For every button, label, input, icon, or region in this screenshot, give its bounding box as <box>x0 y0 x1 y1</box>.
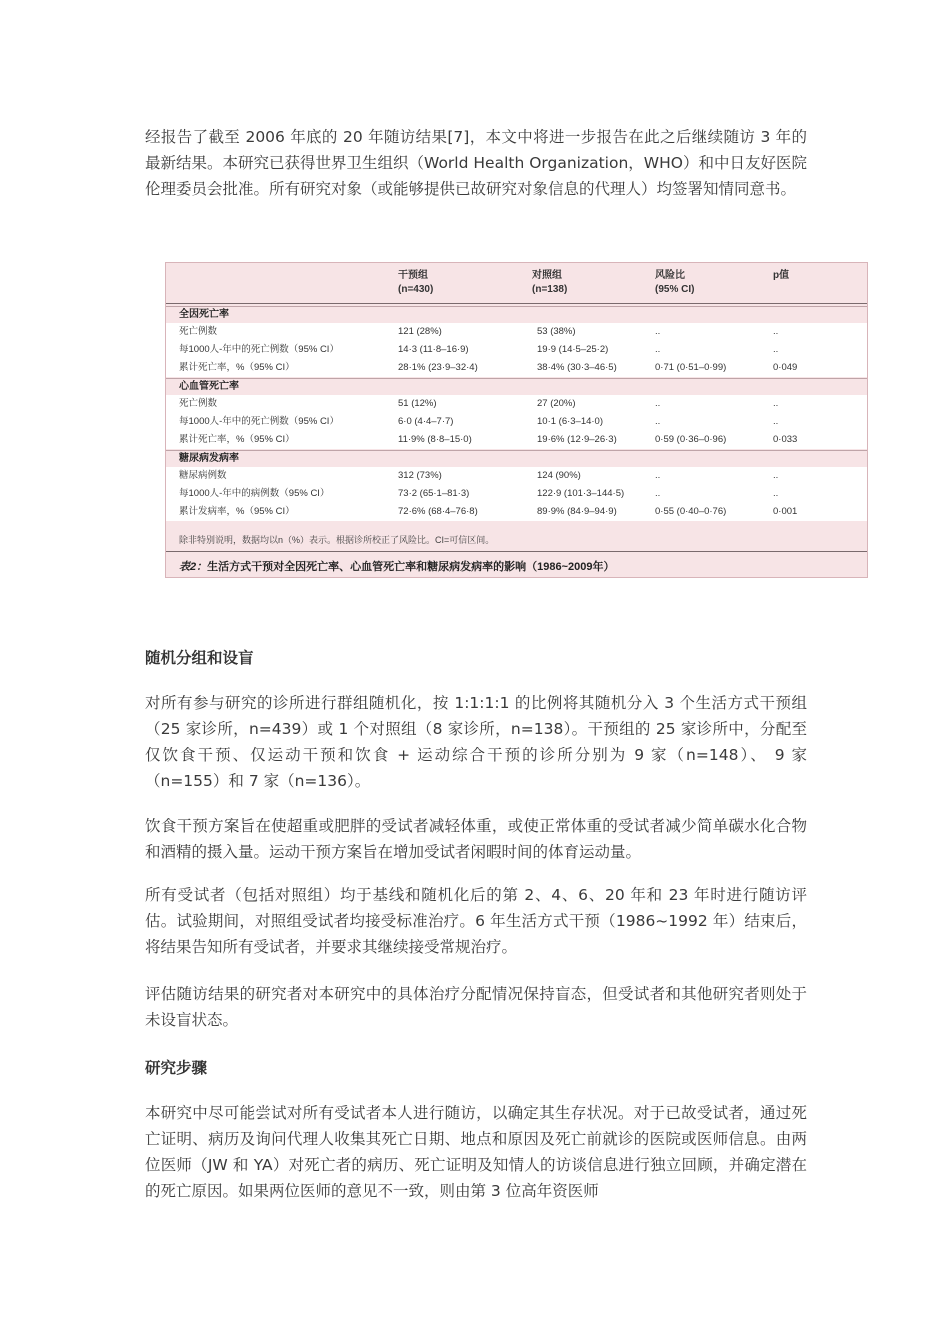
paragraph-blinding: 评估随访结果的研究者对本研究中的具体治疗分配情况保持盲态，但受试者和其他研究者则处于未设盲状态。 <box>145 985 807 1029</box>
cell-intervention: 11·9% (8·8–15·0) <box>398 434 472 445</box>
header-intervention-n: (n=430) <box>398 284 434 295</box>
section-title: 心血管死亡率 <box>179 381 239 392</box>
section-cardiovascular-mortality <box>166 378 867 395</box>
section-title-procedures: 研究步骤 <box>145 1059 208 1077</box>
cell-p-value: .. <box>773 470 779 481</box>
header-control-n: (n=138) <box>532 284 568 295</box>
table-row <box>166 431 867 449</box>
header-hazard-ratio-ci: (95% CI) <box>655 284 695 295</box>
cell-intervention: 51 (12%) <box>398 398 437 409</box>
header-hazard-ratio: 风险比 <box>655 270 685 281</box>
cell-hazard-ratio: .. <box>655 326 661 337</box>
table-row <box>166 341 867 359</box>
table-row <box>166 395 867 413</box>
table-row <box>166 323 867 341</box>
intro-paragraph: 经报告了截至 2006 年底的 20 年随访结果[7]，本文中将进一步报告在此之后继续随访 3 年的最新结果。本研究已获得世界卫生组织（World Health Organization，WHO）和中日友好医院伦理委员会批准。所有研究对象（或能够提供已故研究对象信息的代理人）均签署知情同意书。 <box>145 128 807 198</box>
cell-control: 124 (90%) <box>537 470 581 481</box>
cell-p-value: .. <box>773 398 779 409</box>
paragraph-procedures: 本研究中尽可能尝试对所有受试者本人进行随访，以确定其生存状况。对于已故受试者，通过死亡证明、病历及询问代理人收集其死亡日期、地点和原因及死亡前就诊的医院或医师信息。由两位医师（JW 和 YA）对死亡者的病历、死亡证明及知情人的访谈信息进行独立回顾，并确定潜在的死亡原因。如果两位医师的意见不一致，则由第 3 位高年资医师 <box>145 1104 807 1200</box>
row-label: 每1000人-年中的死亡例数（95% CI） <box>179 416 339 427</box>
section-title-randomization: 随机分组和设盲 <box>145 649 254 667</box>
cell-p-value: .. <box>773 416 779 427</box>
cell-control: 53 (38%) <box>537 326 576 337</box>
cell-hazard-ratio: .. <box>655 488 661 499</box>
cell-hazard-ratio: 0·71 (0·51–0·99) <box>655 362 727 373</box>
header-control: 对照组 <box>532 270 562 281</box>
table-row <box>166 467 867 485</box>
row-label: 累计死亡率，%（95% CI） <box>179 362 295 373</box>
cell-intervention: 121 (28%) <box>398 326 442 337</box>
table-header <box>166 263 867 304</box>
cell-p-value: 0·001 <box>773 506 798 517</box>
cell-hazard-ratio: .. <box>655 470 661 481</box>
row-label: 糖尿病例数 <box>179 470 227 481</box>
paragraph-intervention-plans: 饮食干预方案旨在使超重或肥胖的受试者减轻体重，或使正常体重的受试者减少简单碳水化合物和酒精的摄入量。运动干预方案旨在增加受试者闲暇时间的体育运动量。 <box>145 817 807 861</box>
header-intervention: 干预组 <box>398 270 428 281</box>
cell-p-value: .. <box>773 488 779 499</box>
cell-control: 10·1 (6·3–14·0) <box>537 416 604 427</box>
row-label: 累计发病率，%（95% CI） <box>179 506 295 517</box>
section-title: 糖尿病发病率 <box>179 453 239 464</box>
table-caption <box>179 558 615 574</box>
cell-p-value: 0·033 <box>773 434 798 445</box>
cell-control: 122·9 (101·3–144·5) <box>537 488 625 499</box>
table-row <box>166 485 867 503</box>
cell-p-value: .. <box>773 326 779 337</box>
table-footnote: 除非特别说明，数据均以n（%）表示。根据诊所校正了风险比。CI=可信区间。 <box>179 535 495 545</box>
table-row <box>166 413 867 431</box>
cell-hazard-ratio: .. <box>655 344 661 355</box>
cell-control: 38·4% (30·3–46·5) <box>537 362 617 373</box>
results-table-figure <box>165 262 868 578</box>
cell-control: 89·9% (84·9–94·9) <box>537 506 617 517</box>
paragraph-followup: 所有受试者（包括对照组）均于基线和随机化后的第 2、4、6、20 年和 23 年时进行随访评估。试验期间，对照组受试者均接受标准治疗。6 年生活方式干预（1986~1992 年）结束后，将结果告知所有受试者，并要求其继续接受常规治疗。 <box>145 886 807 956</box>
cell-intervention: 312 (73%) <box>398 470 442 481</box>
row-label: 每1000人-年中的病例数（95% CI） <box>179 488 330 499</box>
paragraph-randomization: 对所有参与研究的诊所进行群组随机化，按 1:1:1:1 的比例将其随机分入 3 个生活方式干预组（25 家诊所，n=439）或 1 个对照组（8 家诊所，n=138）。干预组的 25 家诊所中，分配至仅饮食干预、仅运动干预和饮食 + 运动综合干预的诊所分别为 9 家（n=148）、 9 家（n=155）和 7 家（n=136）。 <box>145 694 807 790</box>
cell-intervention: 28·1% (23·9–32·4) <box>398 362 478 373</box>
cell-control: 27 (20%) <box>537 398 576 409</box>
table-row <box>166 359 867 377</box>
table-row <box>166 503 867 521</box>
cell-hazard-ratio: 0·59 (0·36–0·96) <box>655 434 727 445</box>
cell-control: 19·9 (14·5–25·2) <box>537 344 609 355</box>
cell-intervention: 72·6% (68·4–76·8) <box>398 506 478 517</box>
caption-label: 表2： <box>179 561 208 573</box>
section-title: 全因死亡率 <box>179 309 229 320</box>
caption-text: 生活方式干预对全因死亡率、心血管死亡率和糖尿病发病率的影响（1986~2009年） <box>207 561 615 573</box>
section-all-cause-mortality <box>166 306 867 323</box>
cell-hazard-ratio: .. <box>655 416 661 427</box>
cell-intervention: 6·0 (4·4–7·7) <box>398 416 454 427</box>
header-p-value: p值 <box>773 270 790 281</box>
row-label: 死亡例数 <box>179 326 218 337</box>
row-label: 死亡例数 <box>179 398 218 409</box>
caption-divider <box>166 551 867 552</box>
cell-hazard-ratio: 0·55 (0·40–0·76) <box>655 506 727 517</box>
cell-intervention: 73·2 (65·1–81·3) <box>398 488 470 499</box>
cell-control: 19·6% (12·9–26·3) <box>537 434 617 445</box>
cell-intervention: 14·3 (11·8–16·9) <box>398 344 469 355</box>
section-diabetes-incidence <box>166 450 867 467</box>
cell-p-value: .. <box>773 344 779 355</box>
row-label: 累计死亡率，%（95% CI） <box>179 434 295 445</box>
cell-p-value: 0·049 <box>773 362 798 373</box>
row-label: 每1000人-年中的死亡例数（95% CI） <box>179 344 339 355</box>
cell-hazard-ratio: .. <box>655 398 661 409</box>
